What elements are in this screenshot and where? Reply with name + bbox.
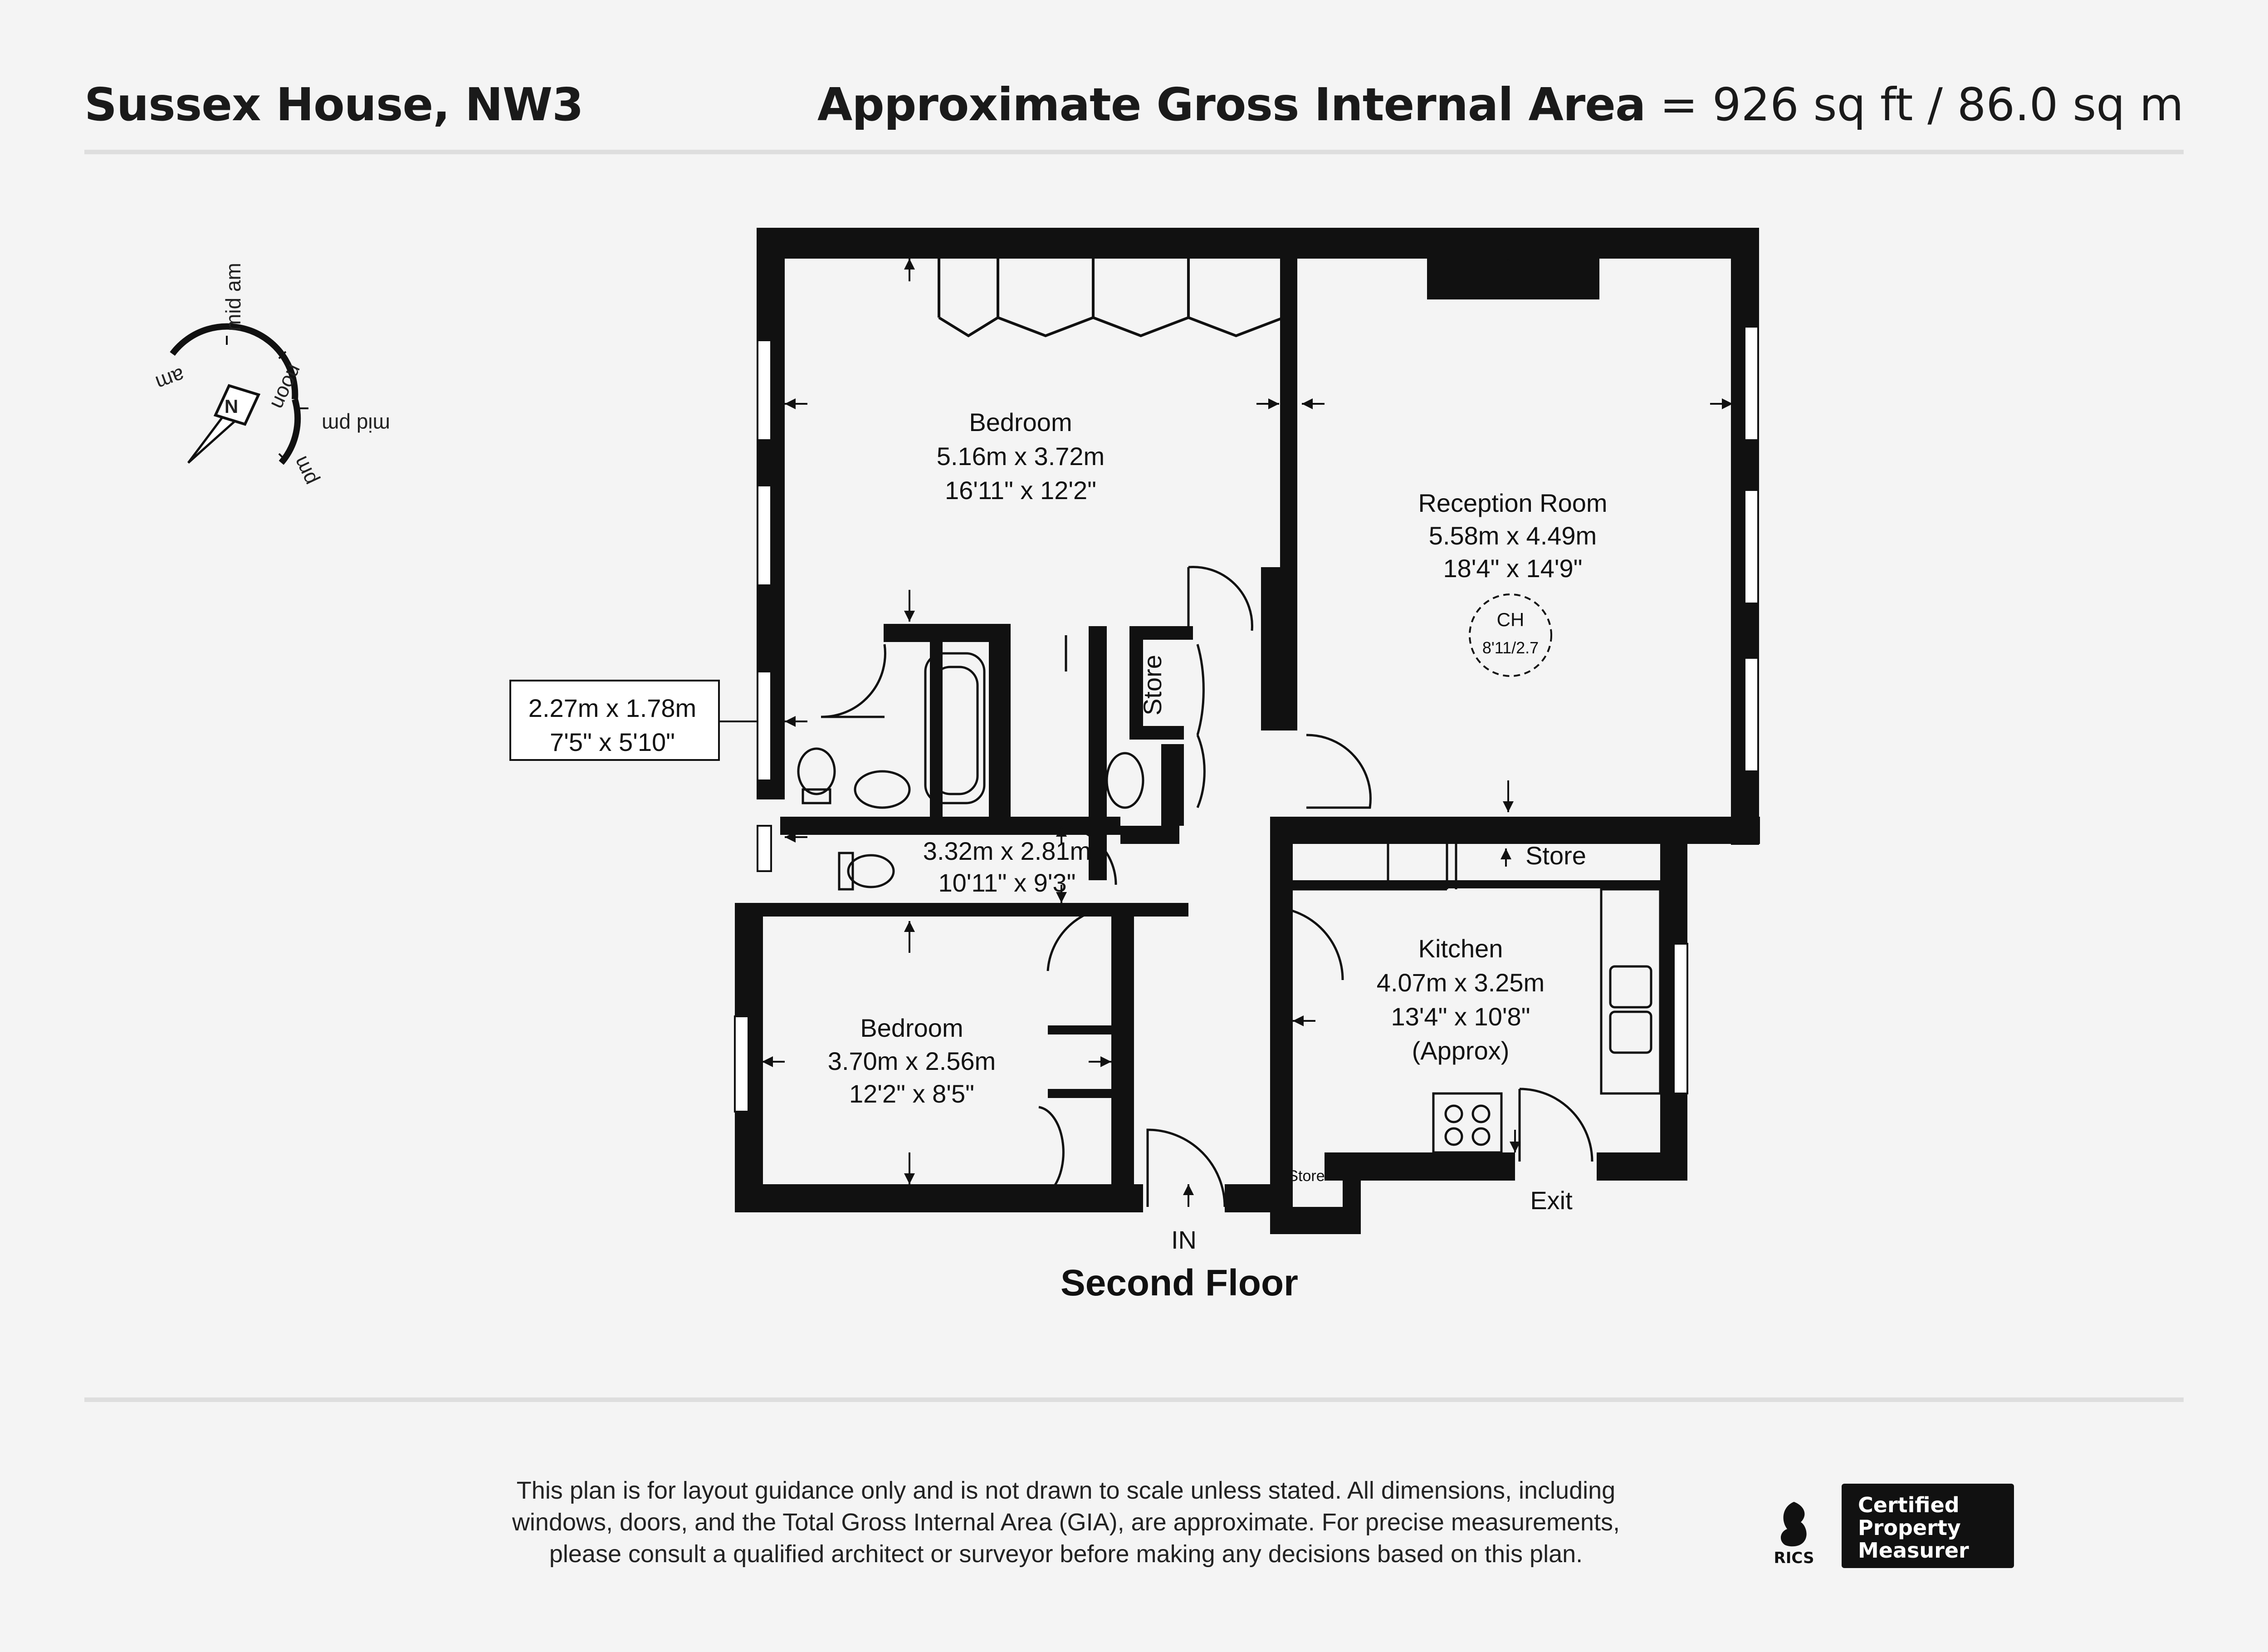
kitchen-metric: 4.07m x 3.25m [1376, 968, 1545, 997]
bedroom2-metric: 3.70m x 2.56m [827, 1047, 996, 1075]
rics-label: RICS [1774, 1549, 1814, 1565]
reception-imperial: 18'4" x 14'9" [1443, 554, 1583, 583]
badge-line-1: Certified [1858, 1493, 1960, 1517]
badge-line-3: Measurer [1858, 1538, 1969, 1563]
bedroom2-imperial: 12'2" x 8'5" [849, 1079, 974, 1108]
compass-noon: noon [266, 361, 308, 413]
north-label: N [224, 396, 239, 417]
sun-compass-icon [153, 263, 390, 489]
kitchen-name: Kitchen [1418, 934, 1503, 963]
badge-line-2: Property [1858, 1515, 1961, 1540]
bedroom1-name: Bedroom [969, 408, 1072, 436]
disclaimer-line-1: This plan is for layout guidance only and is not drawn to scale unless stated. All dimensions, including [516, 1477, 1616, 1504]
hall-metric: 3.32m x 2.81m [923, 837, 1091, 865]
compass-am: am [152, 363, 188, 396]
reception-metric: 5.58m x 4.49m [1428, 521, 1597, 550]
windows [735, 327, 1758, 1112]
exit-label: Exit [1530, 1186, 1573, 1215]
bedroom1-metric: 5.16m x 3.72m [936, 442, 1105, 471]
gross-area-label: Approximate Gross Internal Area [817, 78, 1646, 131]
kitchen-note: (Approx) [1412, 1036, 1510, 1065]
bathroom-imperial: 7'5" x 5'10" [550, 728, 675, 756]
ceiling-height-value: 8'11/2.7 [1482, 638, 1539, 657]
entrance-label: IN [1171, 1226, 1197, 1254]
ceiling-height-marker [1470, 594, 1551, 676]
disclaimer-line-3: please consult a qualified architect or surveyor before making any decisions based on this plan. [549, 1540, 1583, 1568]
gross-area-value: = 926 sq ft / 86.0 sq m [1660, 78, 2184, 131]
bedroom2-name: Bedroom [860, 1014, 963, 1042]
disclaimer-line-2: windows, doors, and the Total Gross Internal Area (GIA), are approximate. For precise measurements, [512, 1509, 1620, 1536]
reception-name: Reception Room [1418, 489, 1608, 517]
store3-label: Store [1288, 1167, 1325, 1185]
store2-label: Store [1525, 841, 1586, 870]
compass-mid-pm: mid pm [322, 413, 390, 436]
ceiling-height-label: CH [1496, 609, 1525, 630]
bathroom-metric: 2.27m x 1.78m [528, 694, 697, 722]
rics-logo-icon [1760, 1497, 1828, 1565]
compass-mid-am: mid am [221, 263, 245, 331]
store1-label: Store [1138, 655, 1167, 716]
kitchen-imperial: 13'4" x 10'8" [1391, 1002, 1530, 1031]
floor-label: Second Floor [1061, 1262, 1298, 1304]
certified-badge [1842, 1484, 2014, 1568]
wardrobe-icon [939, 259, 1284, 336]
property-title: Sussex House, NW3 [84, 78, 583, 131]
bedroom1-imperial: 16'11" x 12'2" [944, 476, 1097, 505]
disclaimer [485, 1475, 1647, 1570]
hall-imperial: 10'11" x 9'3" [938, 868, 1076, 897]
compass-pm: pm [288, 452, 322, 489]
